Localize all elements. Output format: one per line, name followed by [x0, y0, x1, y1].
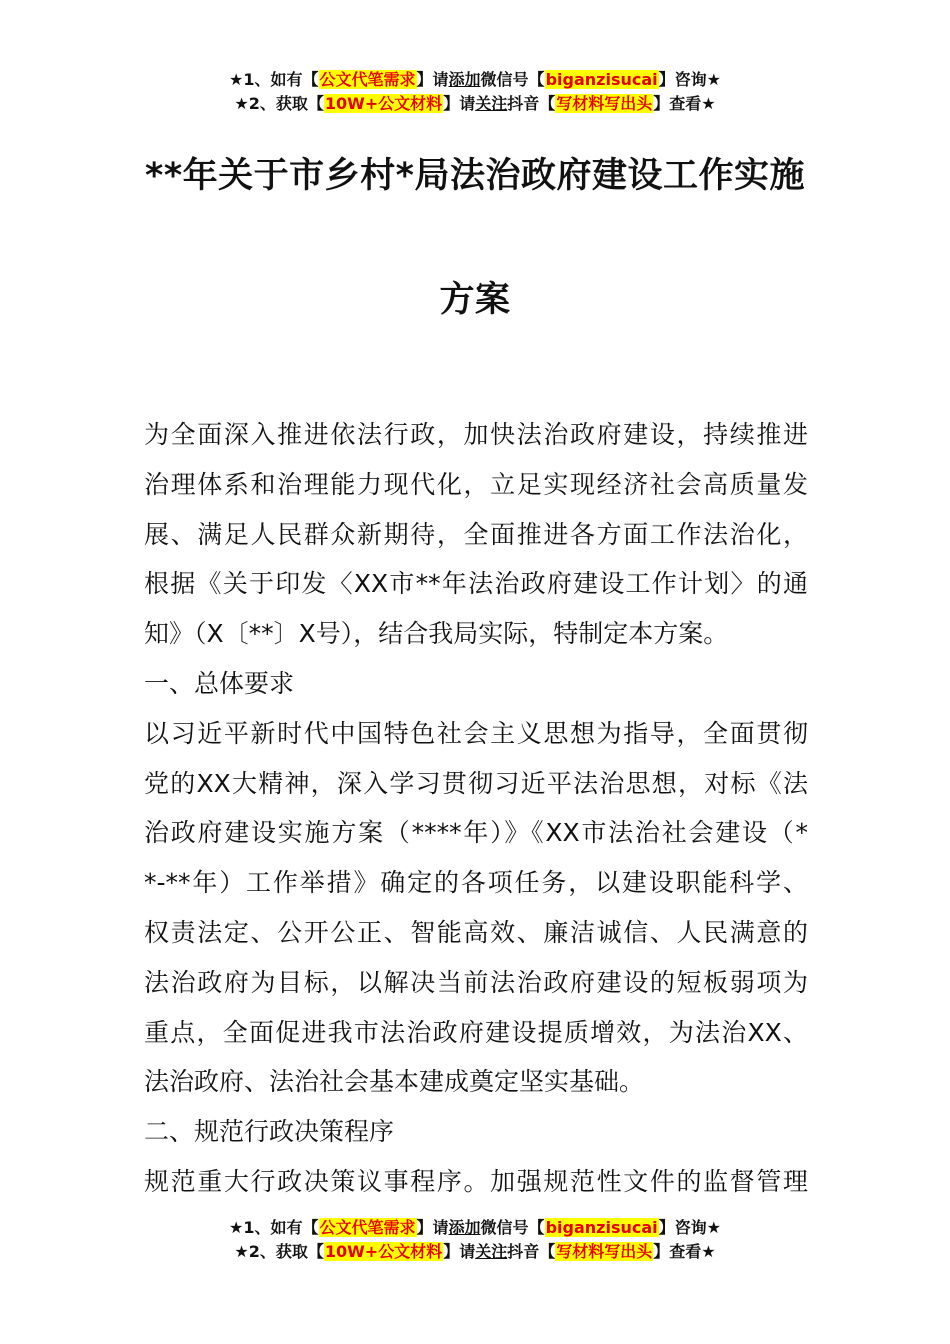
promo-underlined: 添加 — [448, 1218, 481, 1237]
section-heading: 二、规范行政决策程序 — [144, 1117, 395, 1147]
highlight-materials: 10W+公文材料 — [324, 1242, 443, 1261]
highlight-materials: 10W+公文材料 — [324, 94, 443, 113]
promo-text: 】请 — [416, 1218, 449, 1237]
promo-line-2 — [0, 1240, 950, 1264]
body-line: 党的XX大精神，深入学习贯彻习近平法治思想，对标《法 — [144, 768, 808, 798]
promo-text: 】查看★ — [653, 94, 716, 113]
body-line: 治政府建设实施方案（****年）》《XX市法治社会建设（* — [144, 818, 808, 848]
promo-underlined: 添加 — [448, 70, 481, 89]
highlight-service: 公文代笔需求 — [319, 70, 416, 89]
promo-text: 】请 — [443, 94, 476, 113]
promo-text: 微信号【 — [480, 70, 545, 89]
promo-text: ★1、如有【 — [229, 1218, 319, 1237]
promo-text: 】咨询★ — [658, 70, 721, 89]
body-line: 知》（X〔**〕X号），结合我局实际，特制定本方案。 — [144, 619, 729, 649]
promo-underlined: 关注 — [475, 94, 508, 113]
document-body — [144, 410, 808, 1207]
body-line: *-**年）工作举措》确定的各项任务，以建设职能科学、 — [144, 868, 808, 898]
body-line: 治理体系和治理能力现代化，立足实现经济社会高质量发 — [144, 469, 808, 499]
highlight-douyin-id: 写材料写出头 — [556, 94, 653, 113]
highlight-wechat-id: biganzisucai — [545, 1218, 658, 1237]
document-title-line-1: **年关于市乡村*局法治政府建设工作实施 — [145, 156, 805, 196]
body-line: 权责法定、公开公正、智能高效、廉洁诚信、人民满意的 — [144, 917, 808, 947]
promo-text: 抖音【 — [507, 94, 556, 113]
promo-text: 】查看★ — [653, 1242, 716, 1261]
body-line: 法治政府、法治社会基本建成奠定坚实基础。 — [144, 1067, 645, 1097]
promo-underlined: 关注 — [475, 1242, 508, 1261]
promo-line-1 — [0, 68, 950, 92]
promo-text: 抖音【 — [507, 1242, 556, 1261]
promo-text: ★2、获取【 — [234, 1242, 324, 1261]
body-line: 展、满足人民群众新期待，全面推进各方面工作法治化， — [144, 519, 808, 549]
promo-text: 】请 — [443, 1242, 476, 1261]
promo-banner-top — [0, 68, 950, 116]
highlight-wechat-id: biganzisucai — [545, 70, 658, 89]
promo-text: ★1、如有【 — [229, 70, 319, 89]
promo-text: ★2、获取【 — [234, 94, 324, 113]
document-title-line-2: 方案 — [439, 280, 511, 320]
promo-text: 】请 — [416, 70, 449, 89]
promo-text: 】咨询★ — [658, 1218, 721, 1237]
highlight-service: 公文代笔需求 — [319, 1218, 416, 1237]
body-line: 根据《关于印发〈XX市**年法治政府建设工作计划〉的通 — [144, 569, 808, 599]
promo-line-1 — [0, 1216, 950, 1240]
body-line: 为全面深入推进依法行政，加快法治政府建设，持续推进 — [144, 420, 808, 449]
promo-line-2 — [0, 92, 950, 116]
body-line: 规范重大行政决策议事程序。加强规范性文件的监督管理 — [144, 1166, 808, 1196]
section-heading: 一、总体要求 — [144, 668, 295, 698]
highlight-douyin-id: 写材料写出头 — [556, 1242, 653, 1261]
body-line: 重点，全面促进我市法治政府建设提质增效，为法治XX、 — [144, 1017, 808, 1047]
promo-text: 微信号【 — [480, 1218, 545, 1237]
body-line: 以习近平新时代中国特色社会主义思想为指导，全面贯彻 — [144, 718, 808, 748]
promo-banner-bottom — [0, 1216, 950, 1264]
body-line: 法治政府为目标，以解决当前法治政府建设的短板弱项为 — [144, 967, 808, 997]
